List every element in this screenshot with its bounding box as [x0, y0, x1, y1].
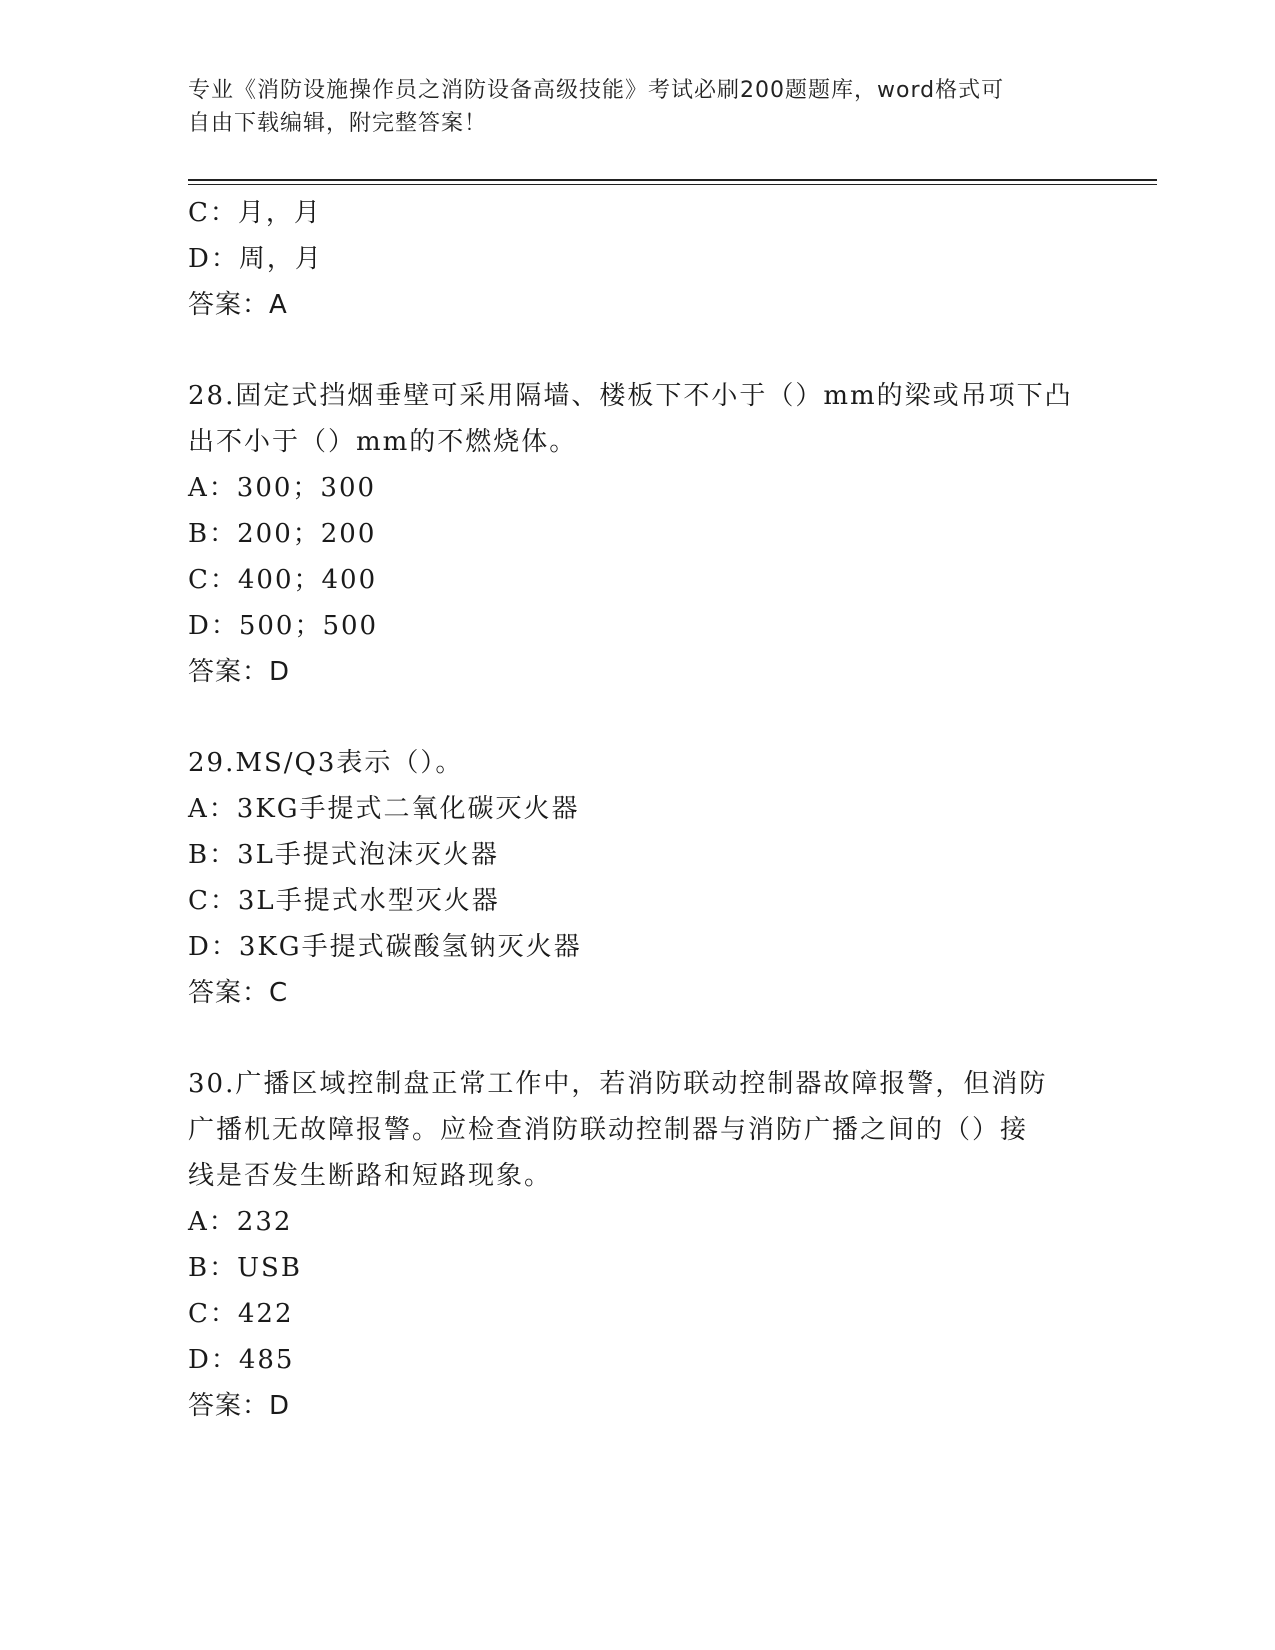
- header-line-2: 自由下载编辑，附完整答案！: [188, 111, 488, 136]
- option-a: A：300；300: [188, 473, 377, 503]
- option-b: B：USB: [188, 1253, 302, 1283]
- option-d: D：周，月: [188, 244, 323, 274]
- question-29: [188, 740, 1088, 1016]
- question-text-line: 广播机无故障报警。应检查消防联动控制器与消防广播之间的（）接: [188, 1115, 1029, 1145]
- question-list: [188, 190, 1088, 1429]
- option-c: C：月，月: [188, 198, 322, 228]
- question-text-line: 30.广播区域控制盘正常工作中，若消防联动控制器故障报警，但消防: [188, 1069, 1048, 1099]
- question-text-line: 出不小于（）mm的不燃烧体。: [188, 427, 578, 457]
- question-text-line: 29.MS/Q3表示（）。: [188, 748, 464, 778]
- option-c: C：400；400: [188, 565, 378, 595]
- option-c: C：3L手提式水型灭火器: [188, 886, 500, 916]
- answer-label: 答案：D: [188, 657, 291, 687]
- option-c: C：422: [188, 1299, 294, 1329]
- question-28: [188, 373, 1088, 695]
- answer-label: 答案：A: [188, 290, 288, 320]
- question-30: [188, 1061, 1088, 1429]
- header-divider-thin: [188, 184, 1157, 185]
- option-b: B：3L手提式泡沫灭火器: [188, 840, 499, 870]
- option-a: A：3KG手提式二氧化碳灭火器: [188, 794, 580, 824]
- option-d: D：3KG手提式碳酸氢钠灭火器: [188, 932, 582, 962]
- question-text-line: 线是否发生断路和短路现象。: [188, 1161, 553, 1191]
- header-line-1: 专业《消防设施操作员之消防设备高级技能》考试必刷200题题库，word格式可: [188, 78, 1005, 103]
- answer-label: 答案：D: [188, 1391, 291, 1421]
- option-b: B：200；200: [188, 519, 377, 549]
- option-a: A：232: [188, 1207, 293, 1237]
- question-27: [188, 190, 1088, 328]
- document-header: [188, 74, 1088, 140]
- question-text-line: 28.固定式挡烟垂壁可采用隔墙、楼板下不小于（）mm的梁或吊项下凸: [188, 381, 1073, 411]
- answer-label: 答案：C: [188, 978, 289, 1008]
- option-d: D：485: [188, 1345, 295, 1375]
- header-divider-thick: [188, 179, 1157, 181]
- option-d: D：500；500: [188, 611, 379, 641]
